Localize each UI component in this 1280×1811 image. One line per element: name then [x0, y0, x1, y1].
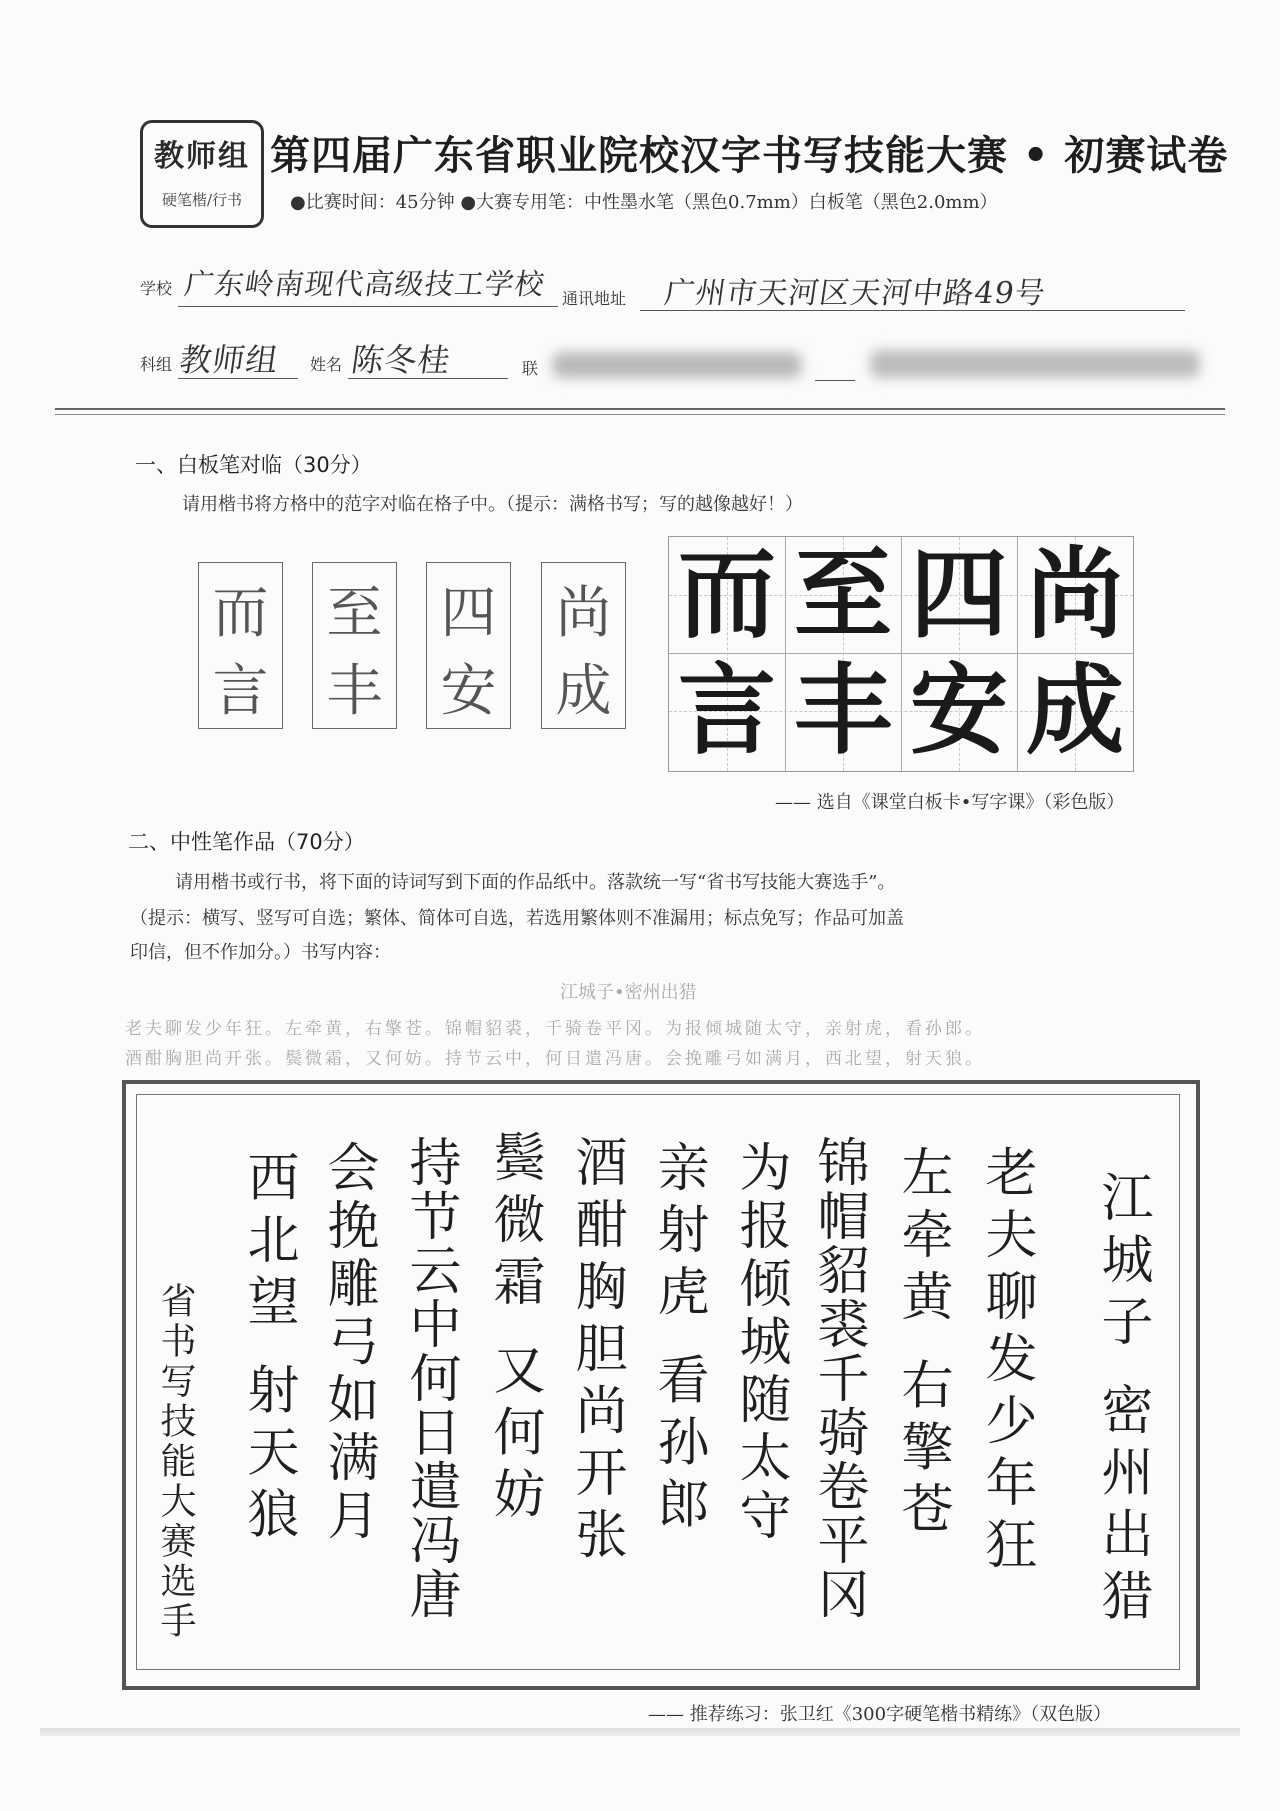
divider-line-thin — [55, 414, 1225, 415]
work-column-10: 会挽雕弓如满月 — [318, 1140, 378, 1546]
school-value: 广东岭南现代高级技工学校 — [182, 267, 548, 301]
divider-line — [55, 408, 1225, 410]
work-column-8: 鬓微霜 又何妨 — [484, 1130, 544, 1529]
practice-box-3 — [426, 562, 511, 729]
practice-char: 安 — [440, 659, 497, 724]
poem-title: 江城子•密州出猎 — [560, 982, 697, 1003]
school-label: 学校 — [140, 279, 173, 298]
group-value: 教师组 — [177, 341, 282, 379]
practice-char: 尚 — [555, 581, 612, 646]
scan-edge — [40, 1728, 1240, 1736]
section2-instruction-3: 印信，但不作加分。）书写内容： — [130, 942, 391, 963]
contact-blurred-1 — [552, 352, 802, 378]
section2-heading: 二、中性笔作品（70分） — [128, 830, 365, 854]
contact-label: 联 — [522, 359, 539, 378]
practice-char: 成 — [555, 659, 612, 724]
practice-char: 言 — [212, 659, 269, 724]
work-column-9: 持节云中何日遣冯唐 — [400, 1135, 460, 1621]
model-char: 成 — [1025, 654, 1124, 768]
practice-box-4 — [541, 562, 626, 729]
group-label: 科组 — [140, 355, 173, 374]
poem-line-1: 老夫聊发少年狂。左牵黄，右擎苍。锦帽貂裘，千骑卷平冈。为报倾城随太守，亲射虎，看孙郎。 — [125, 1019, 985, 1039]
work-column-7: 酒酣胸胆尚开张 — [566, 1135, 626, 1569]
practice-char: 至 — [326, 581, 383, 646]
school-underline — [178, 306, 558, 307]
work-column-1: 江城子 密州出猎 — [1092, 1170, 1152, 1631]
badge-sub: 硬笔楷/行书 — [161, 191, 243, 209]
page-title: 第四届广东省职业院校汉字书写技能大赛 • 初赛试卷 — [270, 133, 1229, 179]
model-character-grid — [668, 536, 1134, 772]
section2-instruction-2: （提示：横写、竖写可自选；繁体、简体可自选，若选用繁体则不准漏用；标点免写；作品可加盖 — [130, 908, 904, 929]
section1-heading: 一、白板笔对临（30分） — [135, 453, 372, 477]
practice-box-1 — [198, 562, 283, 729]
model-char: 而 — [677, 538, 776, 652]
model-char: 四 — [909, 538, 1008, 652]
work-column-6: 亲射虎 看孙郎 — [648, 1140, 708, 1539]
footer-recommend: —— 推荐练习：张卫红《300字硬笔楷书精练》（双色版） — [648, 1704, 1112, 1725]
signature: 省书写技能大赛选手 — [155, 1282, 196, 1642]
exam-rules: ●比赛时间：45分钟 ●大赛专用笔：中性墨水笔（黑色0.7mm）白板笔（黑色2.0mm） — [290, 192, 998, 213]
address-value: 广州市天河区天河中路49号 — [662, 276, 1049, 311]
section2-instruction-1: 请用楷书或行书，将下面的诗词写到下面的作品纸中。落款统一写“省书写技能大赛选手”。 — [175, 872, 896, 893]
group-badge — [140, 120, 264, 228]
work-column-4: 锦帽貂裘千骑卷平冈 — [808, 1135, 868, 1621]
practice-char: 丰 — [326, 659, 383, 724]
practice-char: 四 — [440, 581, 497, 646]
model-char: 安 — [909, 654, 1008, 768]
address-label: 通讯地址 — [562, 289, 627, 308]
section1-source: —— 选自《课堂白板卡•写字课》（彩色版） — [775, 792, 1125, 813]
work-column-11: 西北望 射天狼 — [238, 1150, 298, 1549]
name-label: 姓名 — [310, 355, 343, 374]
practice-box-2 — [312, 562, 397, 729]
poem-line-2: 酒酣胸胆尚开张。鬓微霜，又何妨。持节云中，何日遣冯唐。会挽雕弓如满月，西北望，射天狼。 — [125, 1049, 985, 1069]
model-char: 至 — [793, 538, 892, 652]
practice-char: 而 — [212, 581, 269, 646]
model-char: 丰 — [793, 654, 892, 768]
contact-blurred-2 — [870, 350, 1200, 378]
work-column-5: 为报倾城随太守 — [730, 1140, 790, 1546]
work-column-3: 左牵黄 右擎苍 — [892, 1145, 952, 1544]
work-column-2: 老夫聊发少年狂 — [976, 1145, 1036, 1579]
contact-underline — [815, 380, 855, 381]
model-char: 尚 — [1025, 538, 1124, 652]
badge-main: 教师组 — [154, 139, 250, 174]
name-value: 陈冬桂 — [349, 341, 454, 379]
model-char: 言 — [677, 654, 776, 768]
section1-instruction: 请用楷书将方格中的范字对临在格子中。（提示：满格书写；写的越像越好！） — [182, 494, 803, 515]
